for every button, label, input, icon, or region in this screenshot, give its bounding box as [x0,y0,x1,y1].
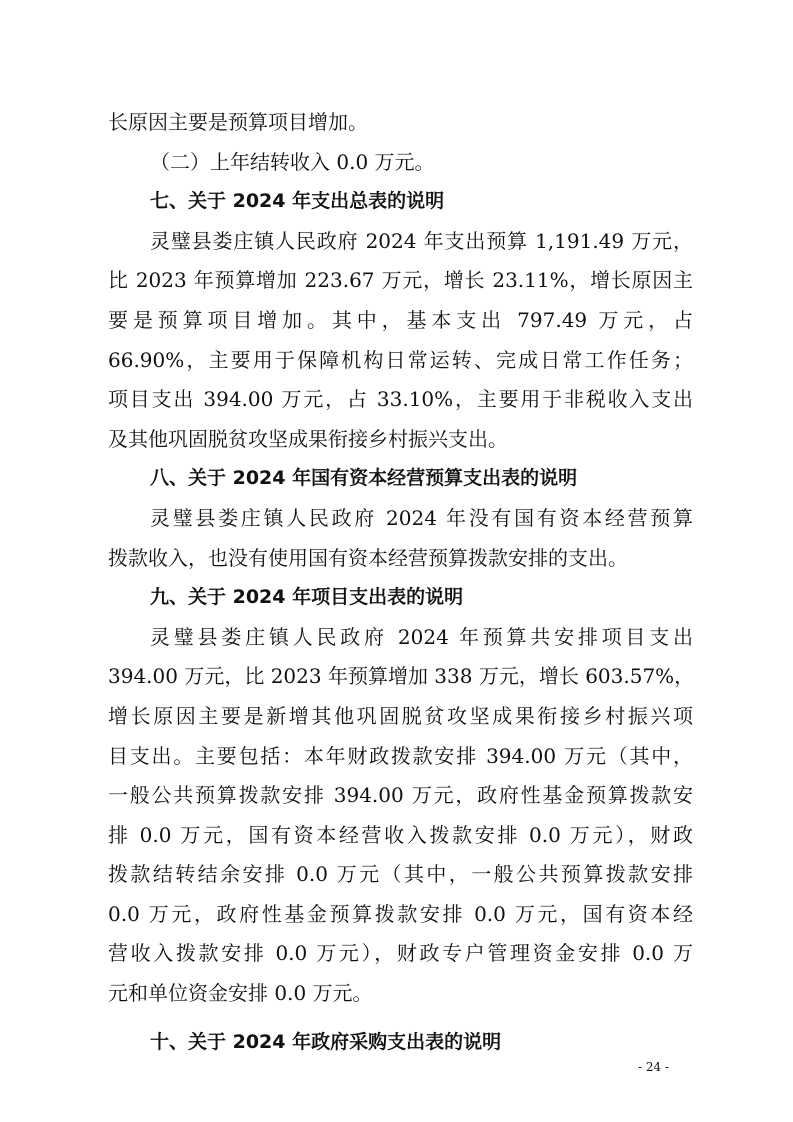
text-line: 灵璧县娄庄镇人民政府 2024 年支出预算 1,191.49 万元， [150,228,693,253]
section-heading: 九、关于 2024 年项目支出表的说明 [150,586,464,609]
text-line: 增长原因主要是新增其他巩固脱贫攻坚成果衔接乡村振兴项 [108,703,693,728]
section-heading: 十、关于 2024 年政府采购支出表的说明 [150,1030,502,1053]
text-line: 及其他巩固脱贫攻坚成果衔接乡村振兴支出。 [108,426,508,451]
text-line: 比 2023 年预算增加 223.67 万元，增长 23.11%，增长原因主 [108,268,693,293]
text-line: 营收入拨款安排 0.0 万元），财政专户管理资金安排 0.0 万 [108,941,693,966]
text-line: 排 0.0 万元，国有资本经营收入拨款安排 0.0 万元），财政 [108,822,693,847]
text-line: 元和单位资金安排 0.0 万元。 [108,981,373,1006]
text-line: 拨款收入，也没有使用国有资本经营预算拨款安排的支出。 [108,545,628,570]
text-line: 长原因主要是预算项目增加。 [108,110,368,134]
text-line: 394.00 万元，比 2023 年预算增加 338 万元，增长 603.57%， [108,664,695,689]
section-heading: 八、关于 2024 年国有资本经营预算支出表的说明 [150,467,578,490]
text-line: 灵璧县娄庄镇人民政府 2024 年预算共安排项目支出 [150,624,693,649]
text-line: （二）上年结转收入 0.0 万元。 [150,149,435,174]
text-line: 项目支出 394.00 万元，占 33.10%，主要用于非税收入支出 [108,387,693,412]
page-number-text: - 24 - [638,1060,670,1074]
text-line: 拨款结转结余安排 0.0 万元（其中，一般公共预算拨款安排 [108,862,693,887]
section-heading: 七、关于 2024 年支出总表的说明 [150,190,445,213]
text-line: 目支出。主要包括：本年财政拨款安排 394.00 万元（其中， [108,743,693,768]
document-body [108,103,693,1062]
text-line: 66.90%，主要用于保障机构日常运转、完成日常工作任务； [108,347,693,372]
text-line: 灵璧县娄庄镇人民政府 2024 年没有国有资本经营预算 [150,505,693,530]
text-line: 要是预算项目增加。其中，基本支出 797.49 万元，占 [108,307,693,332]
text-line: 0.0 万元，政府性基金预算拨款安排 0.0 万元，国有资本经 [108,901,693,926]
text-line: 一般公共预算拨款安排 394.00 万元，政府性基金预算拨款安 [108,783,693,808]
